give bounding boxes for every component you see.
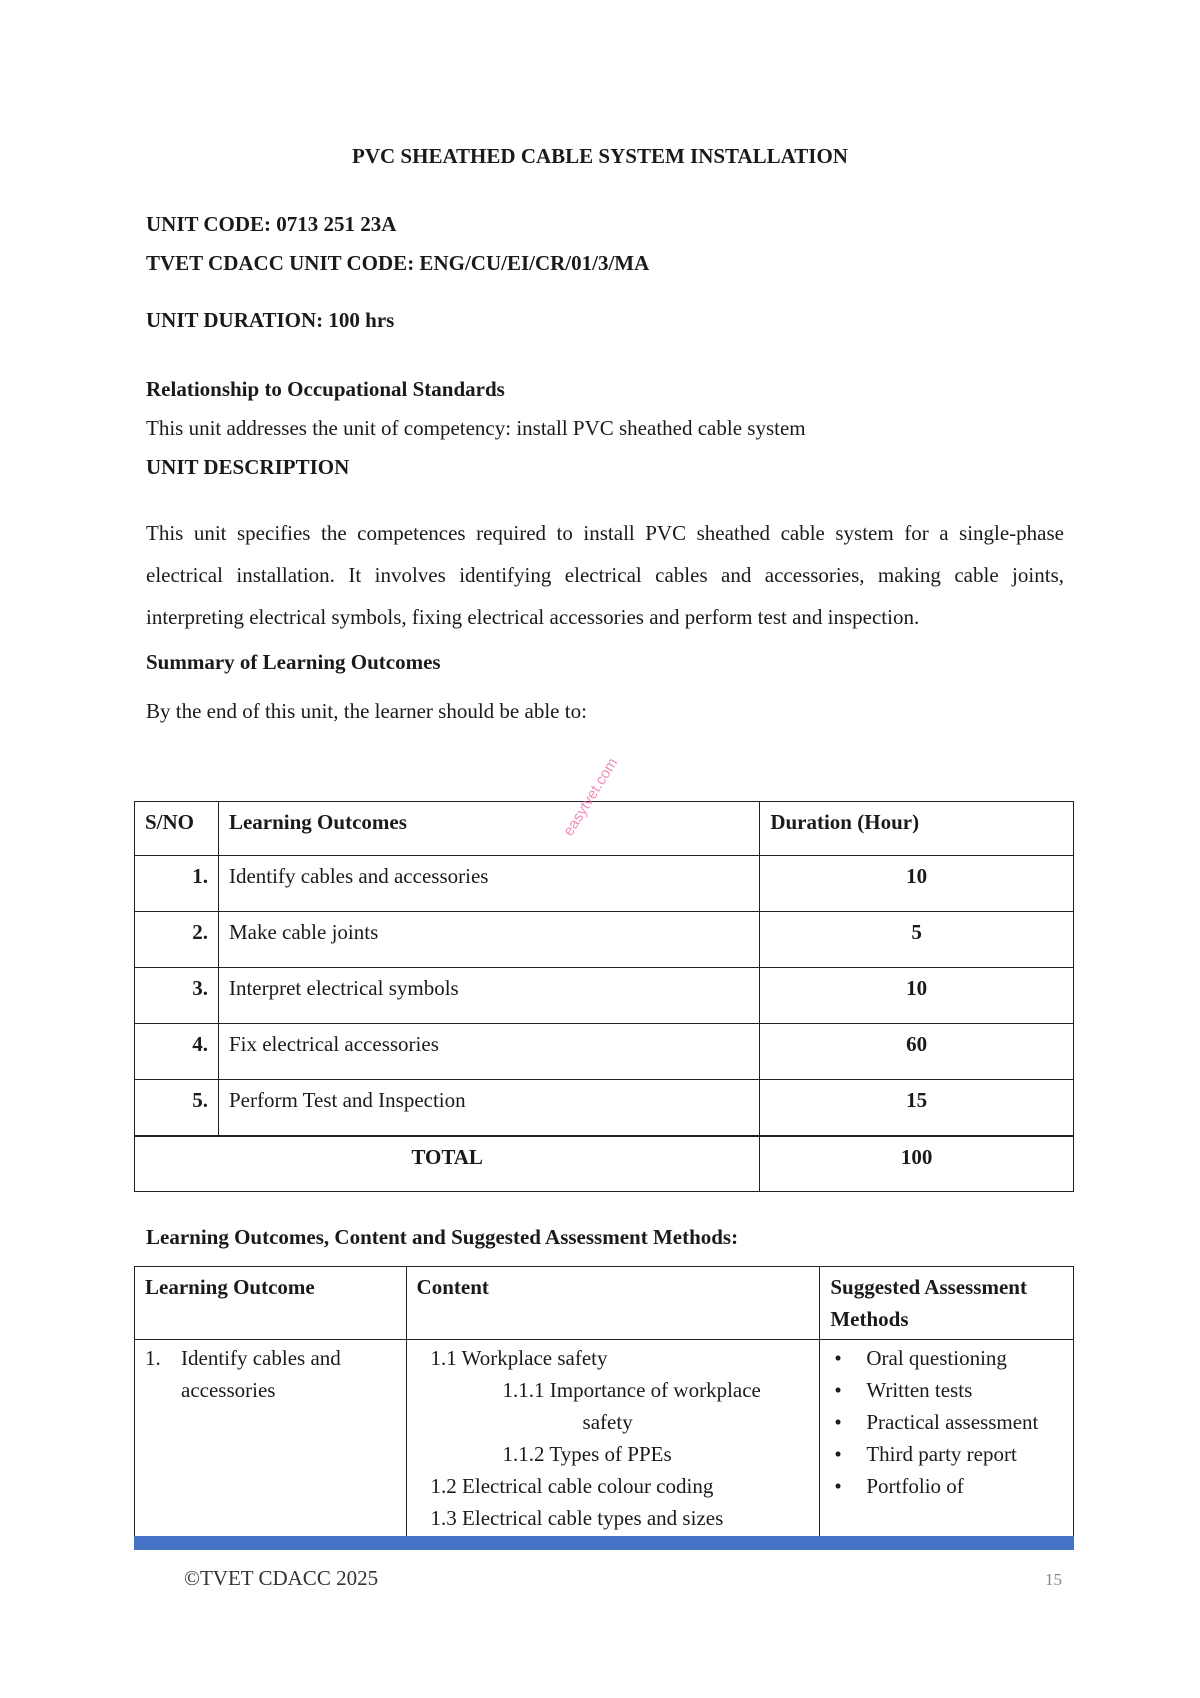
table-row [135, 1080, 1074, 1136]
row-duration: 10 [760, 856, 1074, 912]
method-text: Practical assessment [866, 1410, 1039, 1434]
header-sno: S/NO [135, 802, 219, 856]
footer-copyright: ©TVET CDACC 2025 [184, 1566, 379, 1590]
list-item [830, 1470, 1063, 1502]
watermark-text: easytvet.com [560, 755, 622, 840]
list-item [830, 1406, 1063, 1438]
description-text: This unit specifies the competences required to install PVC sheathed cable system for a single-phase electrical installation. It involves identifying electrical cables and accessories, making cable joints, interpreting electrical symbols, fixing electrical accessories and perform test and inspection. [146, 521, 1064, 629]
header-duration: Duration (Hour) [760, 802, 1074, 856]
method-text: Third party report [866, 1442, 1017, 1466]
relationship-text: This unit addresses the unit of competency: install PVC sheathed cable system [146, 416, 806, 440]
table-header-row [135, 1267, 1074, 1340]
table-row [135, 856, 1074, 912]
document-title: PVC SHEATHED CABLE SYSTEM INSTALLATION [352, 144, 848, 168]
row-outcome: Make cable joints [218, 912, 759, 968]
page-number: 15 [1045, 1570, 1062, 1589]
summary-heading: Summary of Learning Outcomes [146, 650, 441, 674]
row-sno: 4. [135, 1024, 219, 1080]
summary-intro: By the end of this unit, the learner should be able to: [146, 699, 587, 723]
table-row [135, 968, 1074, 1024]
row-sno: 2. [135, 912, 219, 968]
learning-outcomes-table [134, 801, 1074, 1192]
unit-duration: UNIT DURATION: 100 hrs [146, 308, 395, 332]
row-outcome: Interpret electrical symbols [218, 968, 759, 1024]
row-duration: 10 [760, 968, 1074, 1024]
outcome-text: Identify cables and accessories [181, 1346, 341, 1402]
outcome-number: 1. [145, 1346, 161, 1370]
method-text: Portfolio of [866, 1474, 964, 1498]
list-item [830, 1374, 1063, 1406]
row-outcome: Fix electrical accessories [218, 1024, 759, 1080]
total-label: TOTAL [135, 1136, 760, 1192]
row-outcome: Perform Test and Inspection [218, 1080, 759, 1136]
assessment-heading: Learning Outcomes, Content and Suggested Assessment Methods: [146, 1225, 739, 1249]
header-learning-outcomes: Learning Outcomes [218, 802, 759, 856]
total-value: 100 [760, 1136, 1074, 1192]
content-item: 1.2 Electrical cable colour coding [430, 1474, 714, 1498]
assessment-methods-cell [820, 1340, 1074, 1537]
tvet-unit-code: TVET CDACC UNIT CODE: ENG/CU/EI/CR/01/3/MA [146, 251, 650, 275]
bullet-icon: • [834, 1474, 842, 1498]
row-sno: 1. [135, 856, 219, 912]
row-outcome: Identify cables and accessories [218, 856, 759, 912]
assessment-table [134, 1266, 1074, 1537]
content-cell [406, 1340, 820, 1537]
table-row [135, 912, 1074, 968]
total-row [135, 1136, 1074, 1192]
header-learning-outcome: Learning Outcome [135, 1267, 407, 1340]
method-text: Written tests [866, 1378, 973, 1402]
bullet-icon: • [834, 1346, 842, 1370]
row-duration: 15 [760, 1080, 1074, 1136]
row-sno: 3. [135, 968, 219, 1024]
row-duration: 60 [760, 1024, 1074, 1080]
bullet-icon: • [834, 1442, 842, 1466]
bullet-icon: • [834, 1378, 842, 1402]
row-duration: 5 [760, 912, 1074, 968]
assessment-methods-list [830, 1342, 1063, 1502]
content-subitem: 1.1.2 Types of PPEs [502, 1442, 672, 1466]
table-header-row [135, 802, 1074, 856]
content-subitem: 1.1.1 Importance of workplace [502, 1378, 761, 1402]
content-item: 1.1 Workplace safety [430, 1346, 608, 1370]
list-item [830, 1342, 1063, 1374]
header-assessment-methods: Suggested Assessment Methods [820, 1267, 1074, 1340]
row-sno: 5. [135, 1080, 219, 1136]
table-row [135, 1340, 1074, 1537]
learning-outcome-cell [135, 1340, 407, 1537]
description-heading: UNIT DESCRIPTION [146, 455, 350, 479]
content-item: 1.3 Electrical cable types and sizes [430, 1506, 724, 1530]
header-content: Content [406, 1267, 820, 1340]
content-subitem-continued: safety [582, 1410, 633, 1434]
footer-bar [134, 1536, 1074, 1550]
list-item [830, 1438, 1063, 1470]
unit-code: UNIT CODE: 0713 251 23A [146, 212, 397, 236]
relationship-heading: Relationship to Occupational Standards [146, 377, 505, 401]
bullet-icon: • [834, 1410, 842, 1434]
table-row [135, 1024, 1074, 1080]
method-text: Oral questioning [866, 1346, 1007, 1370]
